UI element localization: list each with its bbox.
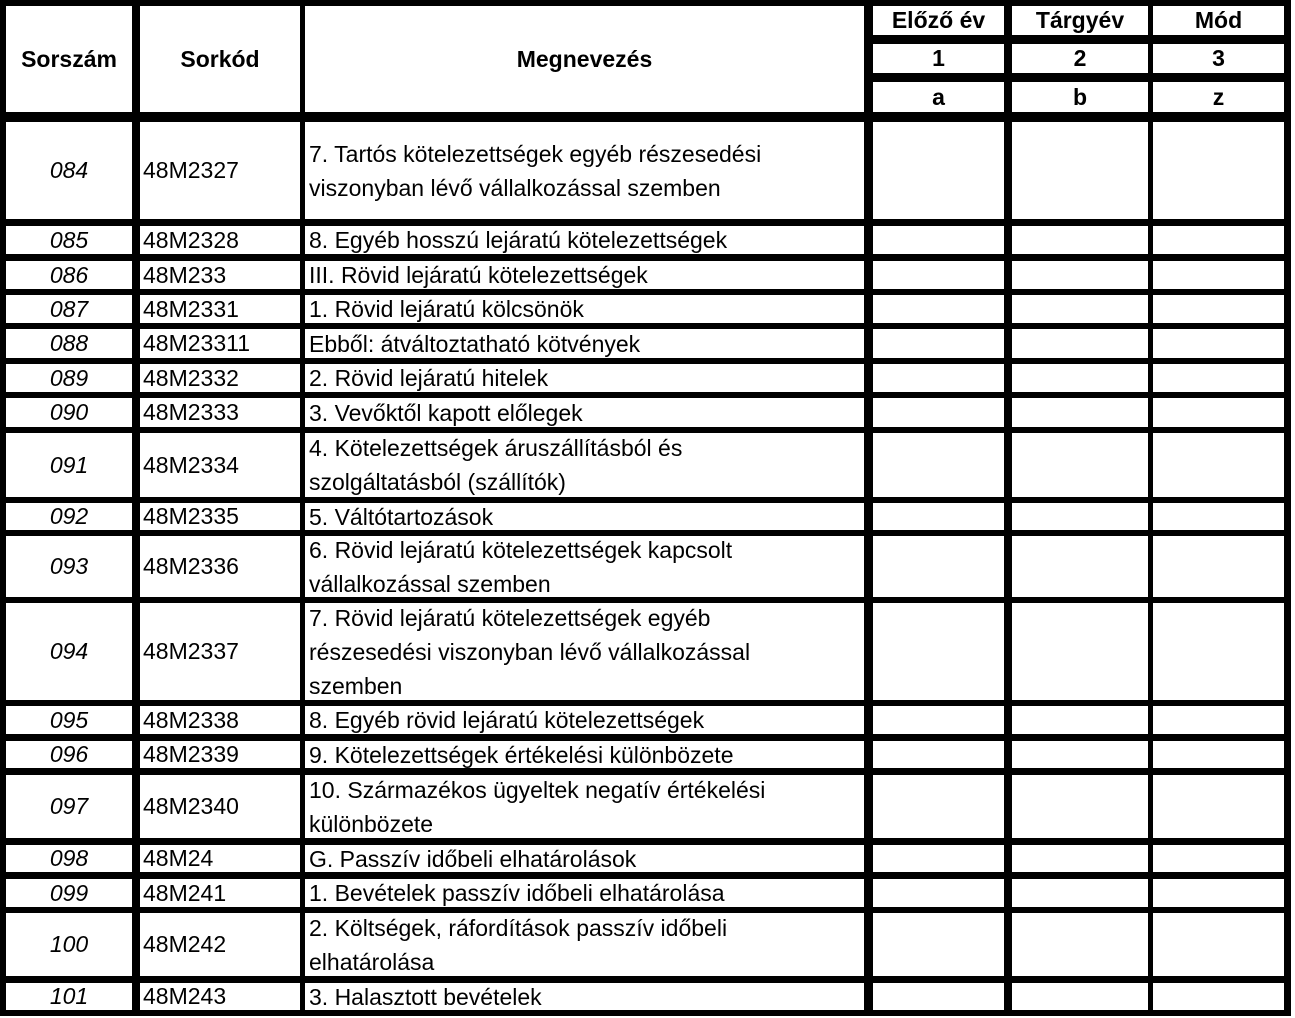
value-cell-elozo-ev [873,295,1004,323]
row-code: 48M242 [140,913,300,976]
value-cell-targyev [1012,329,1148,358]
value-cell-targyev [1012,775,1148,838]
row-code: 48M2328 [140,226,300,254]
header-col-3-num: 3 [1153,44,1284,73]
value-cell-targyev [1012,913,1148,976]
value-cell-targyev [1012,706,1148,734]
value-cell-targyev [1012,879,1148,907]
header-col-2-letter: b [1012,82,1148,112]
row-number: 097 [6,775,132,838]
row-name: 2. Rövid lejáratú hitelek [305,364,864,392]
row-code: 48M24 [140,845,300,872]
value-cell-elozo-ev [873,433,1004,497]
value-cell-elozo-ev [873,364,1004,392]
row-code: 48M2331 [140,295,300,323]
row-name: 6. Rövid lejáratú kötelezettségek kapcsolt vállalkozással szemben [305,536,864,597]
row-name: III. Rövid lejáratú kötelezettségek [305,261,864,289]
row-number: 086 [6,261,132,289]
row-number: 090 [6,398,132,427]
value-cell-mod [1153,398,1284,427]
row-name: 4. Kötelezettségek áruszállításból és szolgáltatásból (szállítók) [305,433,864,497]
value-cell-mod [1153,122,1284,219]
value-cell-elozo-ev [873,503,1004,530]
value-cell-targyev [1012,122,1148,219]
row-name: 7. Tartós kötelezettségek egyéb részesedési viszonyban lévő vállalkozással szemben [305,122,864,219]
header-megnevezes: Megnevezés [305,6,864,112]
row-code: 48M2327 [140,122,300,219]
row-name: 8. Egyéb rövid lejáratú kötelezettségek [305,706,864,734]
row-number: 101 [6,983,132,1010]
value-cell-elozo-ev [873,741,1004,768]
row-code: 48M2332 [140,364,300,392]
value-cell-targyev [1012,261,1148,289]
row-number: 089 [6,364,132,392]
value-cell-targyev [1012,603,1148,700]
value-cell-targyev [1012,433,1148,497]
header-col-2-title: Tárgyév [1012,6,1148,35]
row-name: 7. Rövid lejáratú kötelezettségek egyéb részesedési viszonyban lévő vállalkozással szemben [305,603,864,700]
row-name: 8. Egyéb hosszú lejáratú kötelezettségek [305,226,864,254]
row-number: 096 [6,741,132,768]
value-cell-targyev [1012,741,1148,768]
value-cell-elozo-ev [873,775,1004,838]
header-col-1-letter: a [873,82,1004,112]
header-sorkod: Sorkód [140,6,300,112]
row-code: 48M2340 [140,775,300,838]
value-cell-elozo-ev [873,913,1004,976]
value-cell-elozo-ev [873,398,1004,427]
row-number: 091 [6,433,132,497]
row-name: 2. Költségek, ráfordítások passzív időbeli elhatárolása [305,913,864,976]
row-number: 099 [6,879,132,907]
value-cell-mod [1153,879,1284,907]
value-cell-elozo-ev [873,329,1004,358]
row-name: 1. Rövid lejáratú kölcsönök [305,295,864,323]
row-name: 5. Váltótartozások [305,503,864,530]
row-number: 087 [6,295,132,323]
row-number: 095 [6,706,132,734]
header-sorszam: Sorszám [6,6,132,112]
value-cell-mod [1153,226,1284,254]
row-name: 1. Bevételek passzív időbeli elhatárolása [305,879,864,907]
value-cell-targyev [1012,983,1148,1010]
row-code: 48M2338 [140,706,300,734]
row-code: 48M233 [140,261,300,289]
row-code: 48M2337 [140,603,300,700]
value-cell-mod [1153,603,1284,700]
value-cell-mod [1153,503,1284,530]
value-cell-targyev [1012,226,1148,254]
row-code: 48M2335 [140,503,300,530]
value-cell-mod [1153,433,1284,497]
value-cell-elozo-ev [873,226,1004,254]
value-cell-mod [1153,706,1284,734]
value-cell-targyev [1012,503,1148,530]
row-name: 10. Származékos ügyeltek negatív értékelési különbözete [305,775,864,838]
value-cell-targyev [1012,295,1148,323]
header-col-2-num: 2 [1012,44,1148,73]
value-cell-mod [1153,295,1284,323]
row-code: 48M2334 [140,433,300,497]
row-code: 48M23311 [140,329,300,358]
row-code: 48M2336 [140,536,300,597]
value-cell-elozo-ev [873,845,1004,872]
header-col-3-title: Mód [1153,6,1284,35]
value-cell-elozo-ev [873,536,1004,597]
value-cell-elozo-ev [873,879,1004,907]
row-name: G. Passzív időbeli elhatárolások [305,845,864,872]
row-code: 48M241 [140,879,300,907]
value-cell-elozo-ev [873,706,1004,734]
row-code: 48M2339 [140,741,300,768]
value-cell-mod [1153,775,1284,838]
value-cell-mod [1153,261,1284,289]
header-col-1-num: 1 [873,44,1004,73]
value-cell-mod [1153,536,1284,597]
value-cell-mod [1153,913,1284,976]
row-number: 088 [6,329,132,358]
row-name: 9. Kötelezettségek értékelési különbözete [305,741,864,768]
header-col-3-letter: z [1153,82,1284,112]
value-cell-elozo-ev [873,122,1004,219]
value-cell-mod [1153,845,1284,872]
value-cell-targyev [1012,364,1148,392]
row-number: 100 [6,913,132,976]
row-number: 098 [6,845,132,872]
row-name: 3. Halasztott bevételek [305,983,864,1010]
row-number: 084 [6,122,132,219]
value-cell-mod [1153,364,1284,392]
row-name: 3. Vevőktől kapott előlegek [305,398,864,427]
row-number: 094 [6,603,132,700]
value-cell-elozo-ev [873,603,1004,700]
value-cell-mod [1153,329,1284,358]
value-cell-targyev [1012,845,1148,872]
value-cell-mod [1153,983,1284,1010]
row-number: 085 [6,226,132,254]
row-name: Ebből: átváltoztatható kötvények [305,329,864,358]
header-col-1-title: Előző év [873,6,1004,35]
row-number: 092 [6,503,132,530]
row-code: 48M2333 [140,398,300,427]
value-cell-elozo-ev [873,983,1004,1010]
value-cell-elozo-ev [873,261,1004,289]
value-cell-mod [1153,741,1284,768]
value-cell-targyev [1012,398,1148,427]
row-number: 093 [6,536,132,597]
value-cell-targyev [1012,536,1148,597]
row-code: 48M243 [140,983,300,1010]
